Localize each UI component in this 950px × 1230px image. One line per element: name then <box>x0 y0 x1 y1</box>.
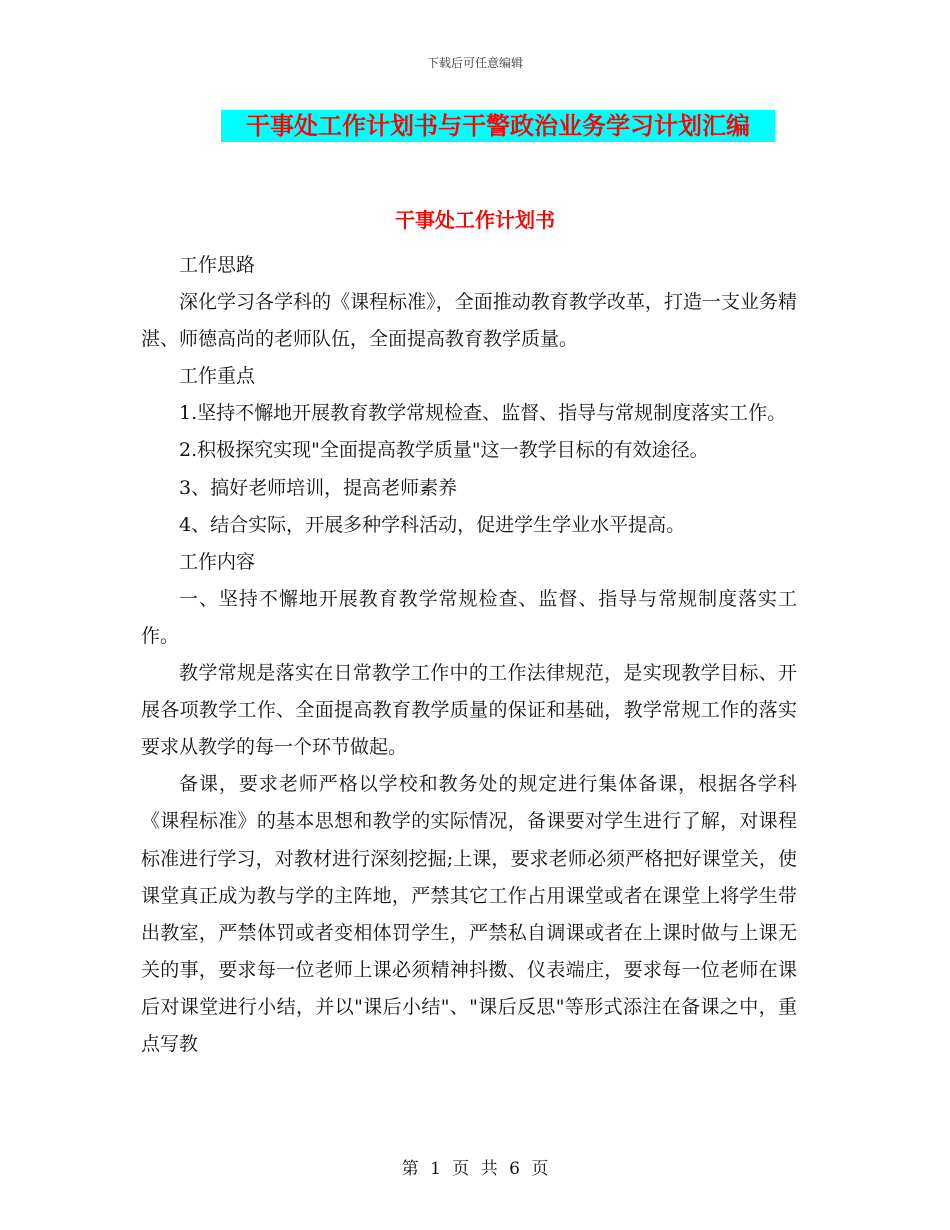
paragraph: 备课，要求老师严格以学校和教务处的规定进行集体备课，根据各学科《课程标准》的基本思想和教学的实际情况，备课要对学生进行了解，对课程标准进行学习，对教材进行深刻挖掘;上课，要求老师必须严格把好课堂关，使课堂真正成为教与学的主阵地，严禁其它工作占用课堂或者在课堂上将学生带出教室，严禁体罚或者变相体罚学生，严禁私自调课或者在上课时做与上课无关的事，要求每一位老师上课必须精神抖擞、仪表端庄，要求每一位老师在课后对课堂进行小结，并以"课后小结"、"课后反思"等形式添注在备课之中，重点写教 <box>141 773 797 1055</box>
paragraph: 深化学习各学科的《课程标准》，全面推动教育教学改革，打造一支业务精湛、师德高尚的老师队伍，全面提高教育教学质量。 <box>141 291 797 351</box>
heading-work-focus: 工作重点 <box>179 365 256 388</box>
list-item: 4、结合实际，开展多种学科活动，促进学生学业水平提高。 <box>179 513 686 536</box>
page-header: 下载后可任意编辑 <box>426 56 523 70</box>
heading-work-content: 工作内容 <box>179 550 256 573</box>
paragraph: 教学常规是落实在日常教学工作中的工作法律规范，是实现教学目标、开展各项教学工作、全面提高教育教学质量的保证和基础，教学常规工作的落实要求从教学的每一个环节做起。 <box>141 662 797 759</box>
paragraph: 一、坚持不懈地开展教育教学常规检查、监督、指导与常规制度落实工作。 <box>141 587 797 647</box>
list-item: 1.坚持不懈地开展教育教学常规检查、监督、指导与常规制度落实工作。 <box>179 402 787 425</box>
document-title: 干事处工作计划书与干警政治业务学习计划汇编 <box>221 110 775 142</box>
page-number: 第 1 页 共 6 页 <box>401 1159 549 1179</box>
list-item: 2.积极探究实现"全面提高教学质量"这一教学目标的有效途径。 <box>179 439 709 462</box>
section-title: 干事处工作计划书 <box>395 208 555 232</box>
heading-work-ideas: 工作思路 <box>179 254 256 276</box>
list-item: 3、搞好老师培训，提高老师素养 <box>179 476 458 499</box>
body-text <box>141 247 797 1063</box>
